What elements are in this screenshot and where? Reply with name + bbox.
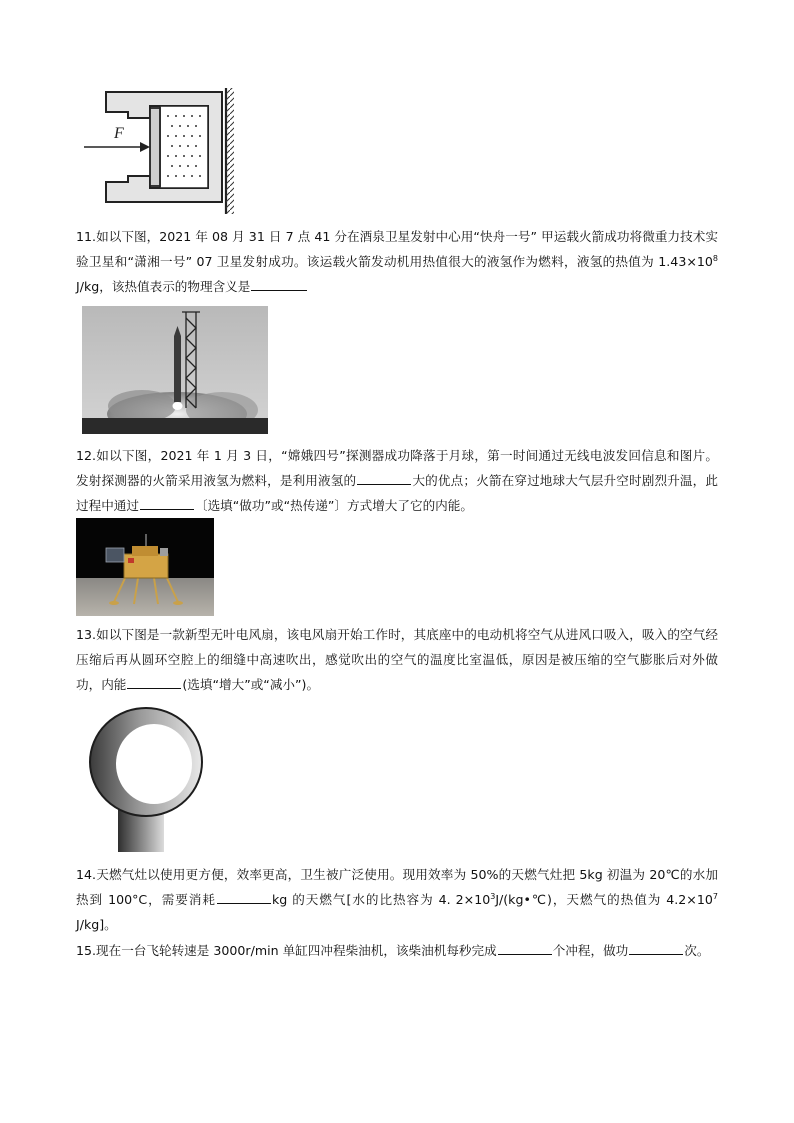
question-13: 13.如以下图是一款新型无叶电风扇，该电风扇开始工作时，其底座中的电动机将空气从进风口吸入，吸入的空气经压缩后再从圆环空腔上的细缝中高速吹出，感觉吹出的空气的温度比室温低，原因是被压缩的空气膨胀后对外做功，内能 (选填“增大”或“减小”)。	[76, 627, 718, 692]
answer-blank[interactable]	[498, 940, 552, 955]
lunar-lander-photo	[76, 518, 214, 616]
answer-blank[interactable]	[251, 276, 307, 291]
question-11: 11.如以下图，2021 年 08 月 31 日 7 点 41 分在酒泉卫星发射中心用“快舟一号” 甲运载火箭成功将微重力技术实验卫星和“潇湘一号” 07 卫星发射成功。该运载火箭发动机用热值很大的液氢作为燃料，液氢的热值为 $1.43\times 10^8$ J/kg，该热值表示的物理含义是	[76, 229, 718, 294]
bladeless-fan-photo	[84, 706, 212, 854]
force-label: F	[114, 125, 124, 142]
question-12: 12.如以下图，2021 年 1 月 3 日，“嫦娥四号”探测器成功降落于月球，第一时间通过无线电波发回信息和图片。发射探测器的火箭采用液氢为燃料，是利用液氢的 大的优点；火箭在穿过地球大气层升空时剧烈升温，此过程中通过 〔选填“做功”或“热传递”〕方式增大了它的内能。	[76, 448, 719, 513]
question-14: 14.天燃气灶以使用更方便，效率更高，卫生被广泛使用。现用效率为 50%的天燃气灶把 5kg 初温为 20℃的水加热到 100°C，需要消耗 kg 的天燃气[水的比热容为 4. $2\times 10^3J/(kg•℃)$，天燃气的热值为 $4.2\times 10^7$ J/kg]。	[76, 867, 718, 932]
answer-blank[interactable]	[217, 889, 271, 904]
answer-blank[interactable]	[140, 495, 194, 510]
answer-blank[interactable]	[357, 470, 411, 485]
piston-diagram	[80, 84, 240, 214]
question-15: 15.现在一台飞轮转速是 3000r/min 单缸四冲程柴油机，该柴油机每秒完成 个冲程，做功 次。	[76, 938, 718, 963]
answer-blank[interactable]	[127, 674, 181, 689]
rocket-launch-photo	[82, 306, 268, 434]
answer-blank[interactable]	[629, 940, 683, 955]
